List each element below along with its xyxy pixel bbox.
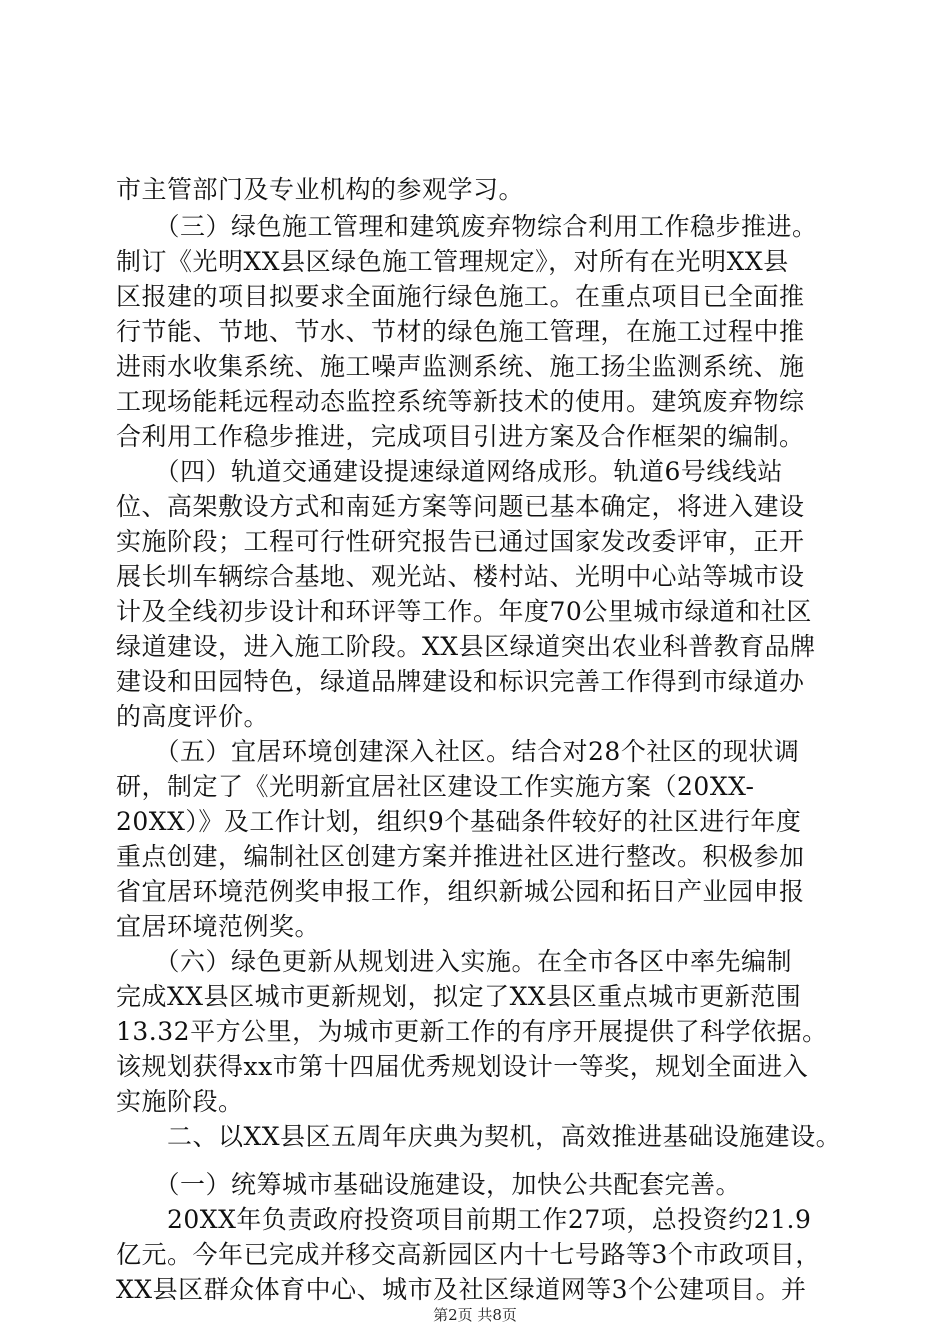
text-line: 展长圳车辆综合基地、观光站、楼村站、光明中心站等城市设 [116,562,805,591]
text-line: （三）绿色施工管理和建筑废弃物综合利用工作稳步推进。 [116,212,818,241]
text-line: 合利用工作稳步推进，完成项目引进方案及合作框架的编制。 [116,422,805,451]
text-line: 市主管部门及专业机构的参观学习。 [116,175,525,204]
text-line: （四）轨道交通建设提速绿道网络成形。轨道6号线线站 [116,457,783,486]
text-line: 绿道建设，进入施工阶段。XX县区绿道突出农业科普教育品牌 [116,632,816,661]
text-line: 省宜居环境范例奖申报工作，组织新城公园和拓日产业园申报 [116,877,805,906]
text-line: 13.32平方公里，为城市更新工作的有序开展提供了科学依据。 [116,1017,828,1046]
text-line: 建设和田园特色，绿道品牌建设和标识完善工作得到市绿道办 [116,667,805,696]
page-number-footer: 第2页 共8页 [433,1306,517,1324]
text-line: XX县区群众体育中心、城市及社区绿道网等3个公建项目。并 [116,1275,807,1304]
text-line: 完成XX县区城市更新规划，拟定了XX县区重点城市更新范围 [116,982,802,1011]
text-line: 计及全线初步设计和环评等工作。年度70公里城市绿道和社区 [116,597,812,626]
text-line: 工现场能耗远程动态监控系统等新技术的使用。建筑废弃物综 [116,387,805,416]
subsection-heading: （一）统筹城市基础设施建设，加快公共配套完善。 [116,1170,742,1199]
text-line: （五）宜居环境创建深入社区。结合对28个社区的现状调 [116,737,800,766]
section-heading: 二、以XX县区五周年庆典为契机，高效推进基础设施建设。 [116,1122,842,1151]
text-line: 实施阶段；工程可行性研究报告已通过国家发改委评审，正开 [116,527,805,556]
text-line: 重点创建，编制社区创建方案并推进社区进行整改。积极参加 [116,842,805,871]
text-line: 区报建的项目拟要求全面施行绿色施工。在重点项目已全面推 [116,282,805,311]
text-line: 20XX年负责政府投资项目前期工作27项，总投资约21.9 [116,1205,812,1234]
text-line: 进雨水收集系统、施工噪声监测系统、施工扬尘监测系统、施 [116,352,805,381]
text-line: 制订《光明XX县区绿色施工管理规定》，对所有在光明XX县 [116,247,789,276]
text-line: 行节能、节地、节水、节材的绿色施工管理，在施工过程中推 [116,317,805,346]
text-line: 研，制定了《光明新宜居社区建设工作实施方案（20XX- [116,772,755,801]
text-line: 位、高架敷设方式和南延方案等问题已基本确定，将进入建设 [116,492,805,521]
text-line: 该规划获得xx市第十四届优秀规划设计一等奖，规划全面进入 [116,1052,809,1081]
text-line: 宜居环境范例奖。 [116,912,321,941]
text-line: 实施阶段。 [116,1087,244,1116]
text-line: 的高度评价。 [116,702,270,731]
text-line: 亿元。今年已完成并移交高新园区内十七号路等3个市政项目， [116,1240,821,1269]
text-line: （六）绿色更新从规划进入实施。在全市各区中率先编制 [116,947,793,976]
text-line: 20XX）》及工作计划，组织9个基础条件较好的社区进行年度 [116,807,802,836]
